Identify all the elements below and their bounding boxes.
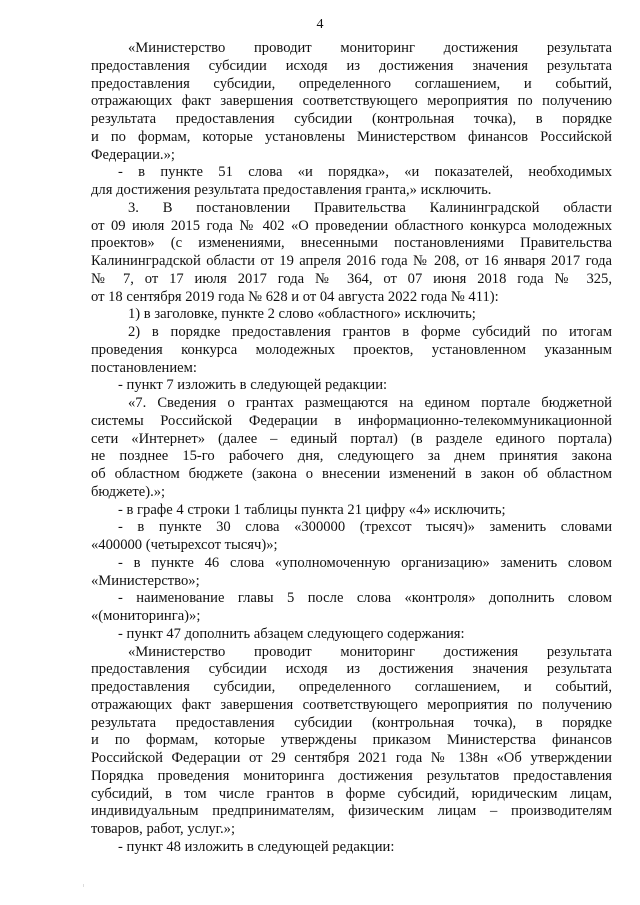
text-line: предоставления субсидии, определенного соглашением, и событий,	[91, 679, 612, 695]
text-line: предоставления субсидии, определенного соглашением, и событий,	[91, 75, 612, 92]
text-line: результата предоставления субсидии (контрольная точка), в порядке	[91, 714, 612, 731]
text-line: товаров, работ, услуг.»;	[91, 821, 236, 837]
text-line: 3. В постановлении Правительства Калининградской области	[128, 199, 612, 216]
text-line: 2) в порядке предоставления грантов в форме субсидий по итогам	[128, 324, 612, 340]
text-line: «Министерство проводит мониторинг достижения результата	[128, 40, 612, 56]
text-line: № 7, от 17 июля 2017 года № 364, от 07 июня 2018 года № 325,	[91, 270, 612, 287]
text-line: субсидий, в том числе грантов в форме субсидий, юридическим лицам,	[91, 785, 612, 802]
text-line: постановлением:	[91, 359, 197, 376]
scan-artifact	[83, 884, 84, 887]
page-number: 4	[316, 17, 324, 32]
text-line: сети «Интернет» (далее – единый портал) (в разделе единого портала)	[91, 430, 612, 447]
text-line: - пункт 47 дополнить абзацем следующего содержания:	[118, 625, 465, 642]
text-line: - в пункте 30 слова «300000 (трехсот тысяч)» заменить словами	[118, 519, 612, 536]
text-line: «7. Сведения о грантах размещаются на едином портале бюджетной	[128, 395, 612, 411]
text-line: 1) в заголовке, пункте 2 слово «областного» исключить;	[128, 306, 476, 323]
text-line: - наименование главы 5 после слова «контроля» дополнить словом	[118, 590, 612, 607]
text-line: отражающих факт завершения соответствующего мероприятия по получению	[91, 696, 612, 713]
text-line: от 09 июля 2015 года № 402 «О проведении областного конкурса молодежных	[91, 217, 612, 234]
text-line: «Министерство проводит мониторинг достижения результата	[128, 643, 612, 660]
text-line: об областном бюджете (закона о внесении изменений в закон об областном	[91, 466, 612, 482]
text-line: индивидуальным предпринимателям, физическим лицам – производителям	[91, 803, 612, 820]
text-line: результата предоставления субсидии (контрольная точка), в порядке	[91, 111, 612, 127]
text-line: - в пункте 46 слова «уполномоченную организацию» заменить словом	[118, 554, 612, 571]
text-line: предоставления субсидии исходя из достижения значения результата	[91, 57, 612, 74]
text-line: «Министерство»;	[91, 572, 200, 589]
text-line: проектов» (с изменениями, внесенными постановлениями Правительства	[91, 235, 612, 252]
text-line: Федерации.»;	[91, 146, 175, 163]
text-line: - пункт 48 изложить в следующей редакции:	[118, 838, 395, 855]
text-line: Порядка проведения мониторинга достижения результатов предоставления	[91, 767, 612, 784]
text-line: бюджете).»;	[91, 483, 166, 500]
text-line: Калининградской области от 19 апреля 2016 года № 208, от 16 января 2017 года	[91, 253, 612, 269]
text-line: Российской Федерации от 29 сентября 2021 года № 138н «Об утверждении	[91, 750, 612, 766]
text-line: отражающих факт завершения соответствующего мероприятия по получению	[91, 93, 612, 110]
text-line: «(мониторинга)»;	[91, 608, 201, 624]
text-line: «400000 (четырехсот тысяч)»;	[91, 537, 278, 553]
text-line: - в пункте 51 слова «и порядка», «и показателей, необходимых	[118, 164, 612, 181]
text-line: - в графе 4 строки 1 таблицы пункта 21 цифру «4» исключить;	[118, 501, 506, 518]
text-line: и по формам, которые установлены Министерством финансов Российской	[91, 128, 612, 145]
text-line: не позднее 15-го рабочего дня, следующего за днем принятия закона	[91, 448, 612, 465]
document-body	[91, 40, 612, 857]
text-line: для достижения результата предоставления гранта,» исключить.	[91, 182, 492, 198]
text-line: проведения конкурса молодежных проектов, установленном указанным	[91, 341, 612, 358]
text-line: и по формам, которые утверждены приказом Министерства финансов	[91, 732, 612, 749]
text-line: - пункт 7 изложить в следующей редакции:	[118, 377, 388, 394]
text-line: предоставления субсидии исходя из достижения значения результата	[91, 661, 612, 678]
text-line: системы Российской Федерации в информационно-телекоммуникационной	[91, 412, 612, 429]
text-line: от 18 сентября 2019 года № 628 и от 04 августа 2022 года № 411):	[91, 288, 499, 305]
